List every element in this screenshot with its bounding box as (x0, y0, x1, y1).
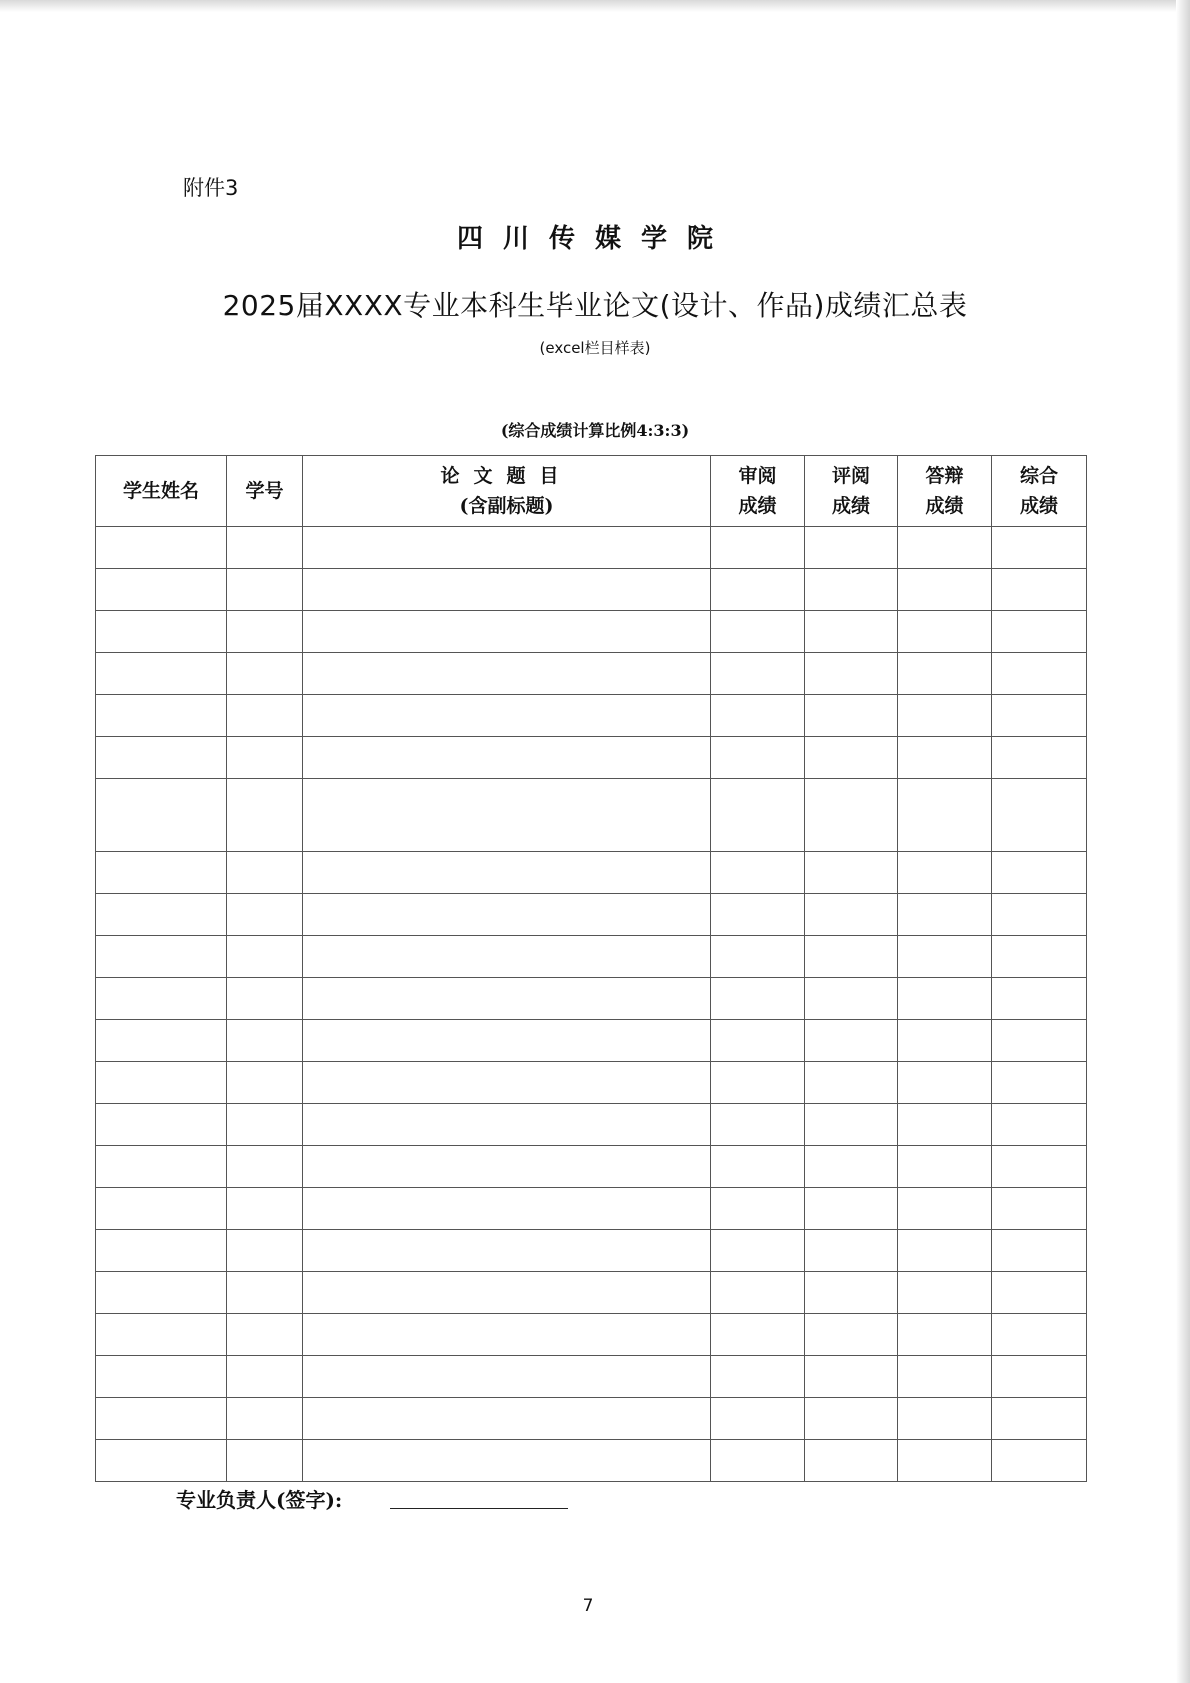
table-cell[interactable] (992, 1104, 1087, 1146)
table-cell[interactable] (96, 1440, 227, 1482)
table-header-row (96, 456, 1087, 527)
table-cell[interactable] (992, 894, 1087, 936)
table-cell[interactable] (805, 1062, 898, 1104)
header-review-line2: 成绩 (738, 495, 777, 517)
table-cell[interactable] (992, 1188, 1087, 1230)
header-evaluation-score (805, 456, 898, 527)
table-cell[interactable] (992, 978, 1087, 1020)
table-cell[interactable] (711, 695, 805, 737)
table-cell[interactable] (898, 569, 992, 611)
table-cell[interactable] (96, 1314, 227, 1356)
table-cell[interactable] (805, 1440, 898, 1482)
table-cell[interactable] (303, 611, 711, 653)
table-cell[interactable] (711, 737, 805, 779)
table-cell[interactable] (898, 1230, 992, 1272)
table-cell[interactable] (227, 1188, 303, 1230)
header-student-id: 学号 (227, 456, 303, 527)
table-row (96, 527, 1087, 569)
table-cell[interactable] (711, 1356, 805, 1398)
document-title: 2025届XXXX专业本科生毕业论文(设计、作品)成绩汇总表 (222, 289, 968, 322)
table-cell[interactable] (303, 1230, 711, 1272)
table-cell[interactable] (992, 1146, 1087, 1188)
table-row (96, 1230, 1087, 1272)
table-cell[interactable] (992, 852, 1087, 894)
table-row (96, 1356, 1087, 1398)
table-cell[interactable] (805, 737, 898, 779)
table-cell[interactable] (227, 1104, 303, 1146)
table-cell[interactable] (96, 569, 227, 611)
table-cell[interactable] (711, 527, 805, 569)
table-cell[interactable] (898, 1104, 992, 1146)
table-cell[interactable] (303, 1272, 711, 1314)
table-cell[interactable] (992, 611, 1087, 653)
table-cell[interactable] (303, 852, 711, 894)
table-cell[interactable] (303, 978, 711, 1020)
table-row (96, 779, 1087, 852)
table-row (96, 1146, 1087, 1188)
table-cell[interactable] (992, 1062, 1087, 1104)
header-evaluation-line2: 成绩 (831, 495, 870, 517)
table-cell[interactable] (303, 1440, 711, 1482)
table-cell[interactable] (711, 1020, 805, 1062)
table-cell[interactable] (711, 1104, 805, 1146)
table-cell[interactable] (898, 1020, 992, 1062)
table-cell[interactable] (805, 978, 898, 1020)
table-cell[interactable] (805, 1356, 898, 1398)
table-cell[interactable] (303, 527, 711, 569)
table-cell[interactable] (303, 737, 711, 779)
table-cell[interactable] (805, 1272, 898, 1314)
header-evaluation-line1: 评阅 (831, 465, 870, 487)
table-row (96, 1020, 1087, 1062)
table-cell[interactable] (303, 569, 711, 611)
table-cell[interactable] (711, 1230, 805, 1272)
table-cell[interactable] (303, 936, 711, 978)
table-cell[interactable] (805, 1146, 898, 1188)
attachment-label: 附件3 (183, 176, 239, 200)
table-cell[interactable] (227, 894, 303, 936)
table-cell[interactable] (992, 1272, 1087, 1314)
table-row (96, 611, 1087, 653)
school-name: 四川传媒学院 (456, 224, 733, 254)
table-cell[interactable] (805, 1314, 898, 1356)
table-cell[interactable] (96, 936, 227, 978)
table-cell[interactable] (805, 527, 898, 569)
header-defense-line1: 答辩 (925, 465, 964, 487)
table-cell[interactable] (96, 852, 227, 894)
table-cell[interactable] (711, 1314, 805, 1356)
table-cell[interactable] (227, 569, 303, 611)
table-cell[interactable] (711, 1440, 805, 1482)
table-row (96, 1440, 1087, 1482)
table-row (96, 653, 1087, 695)
table-cell[interactable] (303, 1062, 711, 1104)
table-row (96, 894, 1087, 936)
table-cell[interactable] (96, 779, 227, 852)
table-cell[interactable] (992, 1314, 1087, 1356)
table-cell[interactable] (992, 779, 1087, 852)
table-cell[interactable] (898, 1356, 992, 1398)
table-cell[interactable] (96, 1104, 227, 1146)
table-cell[interactable] (227, 1062, 303, 1104)
table-row (96, 1104, 1087, 1146)
table-cell[interactable] (992, 1020, 1087, 1062)
table-cell[interactable] (898, 1314, 992, 1356)
table-cell[interactable] (303, 1020, 711, 1062)
page-number: 7 (582, 1596, 594, 1616)
header-overall-score (992, 456, 1087, 527)
header-defense-score (898, 456, 992, 527)
table-cell[interactable] (898, 1272, 992, 1314)
table-cell[interactable] (898, 852, 992, 894)
table-cell[interactable] (227, 611, 303, 653)
table-cell[interactable] (992, 1230, 1087, 1272)
table-row (96, 737, 1087, 779)
table-cell[interactable] (992, 936, 1087, 978)
scan-edge-top (0, 0, 1190, 12)
table-cell[interactable] (898, 653, 992, 695)
table-cell[interactable] (96, 1398, 227, 1440)
table-cell[interactable] (898, 737, 992, 779)
table-cell[interactable] (96, 1146, 227, 1188)
table-cell[interactable] (227, 978, 303, 1020)
table-cell[interactable] (96, 1272, 227, 1314)
table-cell[interactable] (227, 852, 303, 894)
header-review-score (711, 456, 805, 527)
table-cell[interactable] (711, 1188, 805, 1230)
table-cell[interactable] (805, 779, 898, 852)
table-cell[interactable] (992, 569, 1087, 611)
table-row (96, 936, 1087, 978)
table-cell[interactable] (711, 569, 805, 611)
table-cell[interactable] (96, 611, 227, 653)
header-review-line1: 审阅 (738, 465, 777, 487)
table-cell[interactable] (303, 1188, 711, 1230)
table-cell[interactable] (711, 894, 805, 936)
header-student-name: 学生姓名 (96, 456, 227, 527)
table-cell[interactable] (898, 1398, 992, 1440)
table-cell[interactable] (711, 1272, 805, 1314)
header-defense-line2: 成绩 (925, 495, 964, 517)
grade-summary-table (95, 455, 1087, 1482)
table-cell[interactable] (303, 1314, 711, 1356)
table-cell[interactable] (898, 936, 992, 978)
table-cell[interactable] (898, 894, 992, 936)
table-cell[interactable] (227, 1230, 303, 1272)
table-cell[interactable] (96, 1188, 227, 1230)
table-body (96, 527, 1087, 1482)
table-cell[interactable] (711, 1146, 805, 1188)
table-cell[interactable] (711, 653, 805, 695)
table-cell[interactable] (303, 653, 711, 695)
table-cell[interactable] (227, 527, 303, 569)
table-cell[interactable] (992, 1356, 1087, 1398)
table-cell[interactable] (898, 695, 992, 737)
table-cell[interactable] (711, 779, 805, 852)
table-cell[interactable] (96, 978, 227, 1020)
table-cell[interactable] (898, 978, 992, 1020)
header-thesis-title (303, 456, 711, 527)
table-cell[interactable] (805, 653, 898, 695)
header-thesis-title-sub: (含副标题) (459, 495, 554, 517)
table-cell[interactable] (96, 1062, 227, 1104)
table-cell[interactable] (805, 936, 898, 978)
table-cell[interactable] (227, 1314, 303, 1356)
table-cell[interactable] (227, 737, 303, 779)
table-cell[interactable] (303, 1398, 711, 1440)
table-cell[interactable] (227, 1272, 303, 1314)
table-cell[interactable] (227, 936, 303, 978)
table-cell[interactable] (303, 695, 711, 737)
table-cell[interactable] (898, 1146, 992, 1188)
table-cell[interactable] (992, 527, 1087, 569)
table-cell[interactable] (303, 1146, 711, 1188)
signature-line[interactable] (390, 1508, 568, 1509)
document-subtitle: (excel栏目样表) (539, 339, 651, 357)
table-cell[interactable] (992, 695, 1087, 737)
table-cell[interactable] (805, 894, 898, 936)
table-cell[interactable] (303, 779, 711, 852)
signature-label: 专业负责人(签字): (176, 1488, 343, 1512)
table-cell[interactable] (805, 1398, 898, 1440)
table-cell[interactable] (898, 1440, 992, 1482)
table-cell[interactable] (711, 611, 805, 653)
table-cell[interactable] (227, 653, 303, 695)
table-cell[interactable] (711, 978, 805, 1020)
table-row (96, 1314, 1087, 1356)
table-cell[interactable] (898, 1062, 992, 1104)
table-cell[interactable] (303, 1104, 711, 1146)
table-cell[interactable] (992, 1440, 1087, 1482)
table-row (96, 1062, 1087, 1104)
table-cell[interactable] (96, 695, 227, 737)
table-cell[interactable] (805, 569, 898, 611)
table-cell[interactable] (227, 1020, 303, 1062)
table-cell[interactable] (227, 695, 303, 737)
table-cell[interactable] (992, 1398, 1087, 1440)
table-cell[interactable] (96, 1356, 227, 1398)
table-cell[interactable] (227, 1356, 303, 1398)
table-cell[interactable] (96, 1230, 227, 1272)
table-cell[interactable] (96, 527, 227, 569)
table-cell[interactable] (303, 1356, 711, 1398)
header-thesis-title-main: 论文题目 (440, 465, 573, 487)
table-cell[interactable] (227, 1146, 303, 1188)
table-row (96, 978, 1087, 1020)
table-cell[interactable] (805, 1230, 898, 1272)
table-cell[interactable] (805, 611, 898, 653)
table-row (96, 1398, 1087, 1440)
table-cell[interactable] (711, 852, 805, 894)
table-cell[interactable] (992, 653, 1087, 695)
score-ratio-note: (综合成绩计算比例4:3:3) (500, 421, 690, 440)
table-row (96, 1188, 1087, 1230)
table-cell[interactable] (898, 1188, 992, 1230)
table-cell[interactable] (805, 695, 898, 737)
table-cell[interactable] (711, 1398, 805, 1440)
table-row (96, 852, 1087, 894)
header-overall-line1: 综合 (1019, 465, 1058, 487)
table-row (96, 695, 1087, 737)
table-cell[interactable] (898, 779, 992, 852)
table-cell[interactable] (96, 894, 227, 936)
table-cell[interactable] (711, 1062, 805, 1104)
header-overall-line2: 成绩 (1019, 495, 1058, 517)
table-row (96, 569, 1087, 611)
table-cell[interactable] (227, 779, 303, 852)
table-cell[interactable] (805, 1020, 898, 1062)
table-row (96, 1272, 1087, 1314)
table-cell[interactable] (96, 1020, 227, 1062)
table-cell[interactable] (805, 1188, 898, 1230)
table-cell[interactable] (711, 936, 805, 978)
table-cell[interactable] (992, 737, 1087, 779)
table-cell[interactable] (805, 852, 898, 894)
table-cell[interactable] (96, 737, 227, 779)
table-cell[interactable] (227, 1398, 303, 1440)
table-cell[interactable] (303, 894, 711, 936)
table-cell[interactable] (898, 611, 992, 653)
table-cell[interactable] (898, 527, 992, 569)
table-cell[interactable] (96, 653, 227, 695)
table-cell[interactable] (805, 1104, 898, 1146)
table-cell[interactable] (227, 1440, 303, 1482)
